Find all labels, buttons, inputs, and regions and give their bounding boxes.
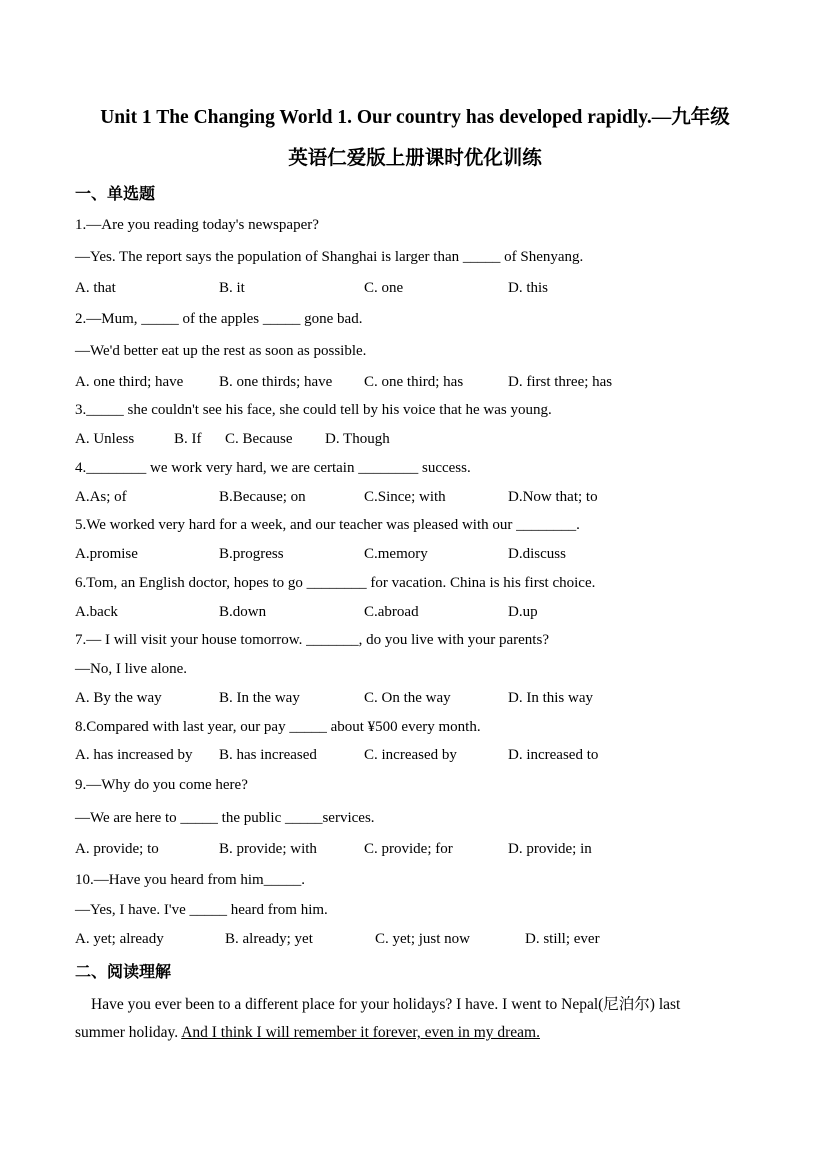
question-2-option-d: D. first three; has xyxy=(508,374,613,390)
question-4-stem: 4.________ we work very hard, we are certain ________ success. xyxy=(75,460,471,476)
reading-passage-line1: Have you ever been to a different place for your holidays? I have. I went to Nepal(尼泊尔) last xyxy=(91,996,681,1013)
question-7-option-d: D. In this way xyxy=(508,690,593,706)
question-7-option-c: C. On the way xyxy=(364,690,451,706)
question-5-stem: 5.We worked very hard for a week, and our teacher was pleased with our ________. xyxy=(75,517,580,533)
question-9-option-c: C. provide; for xyxy=(364,841,453,857)
question-8-option-c: C. increased by xyxy=(364,747,457,763)
reading-passage-line2 xyxy=(75,1024,755,1042)
question-8-option-d: D. increased to xyxy=(508,747,599,763)
question-6-option-c: C.abroad xyxy=(364,604,419,620)
question-7-stem-reply: —No, I live alone. xyxy=(75,661,188,677)
question-9-option-b: B. provide; with xyxy=(219,841,317,857)
question-1-stem: 1.—Are you reading today's newspaper? xyxy=(75,217,319,233)
section-heading-reading: 二、阅读理解 xyxy=(75,964,172,981)
question-7-option-a: A. By the way xyxy=(75,690,162,706)
question-5-option-c: C.memory xyxy=(364,546,428,562)
question-4-option-c: C.Since; with xyxy=(364,489,446,505)
question-10-stem-reply: —Yes, I have. I've _____ heard from him. xyxy=(75,902,328,918)
question-1-option-a: A. that xyxy=(75,280,116,296)
question-10-option-d: D. still; ever xyxy=(525,931,600,947)
question-1-option-c: C. one xyxy=(364,280,404,296)
question-2-option-c: C. one third; has xyxy=(364,374,464,390)
question-9-stem-reply: —We are here to _____ the public _____services. xyxy=(75,810,375,826)
question-9-stem: 9.—Why do you come here? xyxy=(75,777,248,793)
question-3-option-c: C. Because xyxy=(225,431,293,447)
question-2-option-b: B. one thirds; have xyxy=(219,374,333,390)
document-title-line2: 英语仁爱版上册课时优化训练 xyxy=(288,148,542,169)
section-heading-single-choice: 一、单选题 xyxy=(75,186,156,203)
question-7-option-b: B. In the way xyxy=(219,690,300,706)
question-6-option-d: D.up xyxy=(508,604,538,620)
question-7-stem: 7.— I will visit your house tomorrow. _______, do you live with your parents? xyxy=(75,632,549,648)
question-2-option-a: A. one third; have xyxy=(75,374,184,390)
question-1-option-d: D. this xyxy=(508,280,549,296)
question-8-stem: 8.Compared with last year, our pay _____ about ¥500 every month. xyxy=(75,719,481,735)
question-5-option-d: D.discuss xyxy=(508,546,566,562)
question-1-stem-reply: —Yes. The report says the population of Shanghai is larger than _____ of Shenyang. xyxy=(75,249,584,265)
question-4-option-a: A.As; of xyxy=(75,489,127,505)
document-title-line1: Unit 1 The Changing World 1. Our country has developed rapidly.—九年级 xyxy=(100,107,730,128)
question-10-stem: 10.—Have you heard from him_____. xyxy=(75,872,305,888)
question-3-option-d: D. Though xyxy=(325,431,390,447)
question-9-option-d: D. provide; in xyxy=(508,841,592,857)
question-3-option-b: B. If xyxy=(174,431,202,447)
reading-passage-text: summer holiday. xyxy=(75,1024,182,1041)
question-6-option-a: A.back xyxy=(75,604,118,620)
question-5-option-b: B.progress xyxy=(219,546,284,562)
question-6-stem: 6.Tom, an English doctor, hopes to go ________ for vacation. China is his first choice. xyxy=(75,575,596,591)
question-2-stem-reply: —We'd better eat up the rest as soon as possible. xyxy=(75,343,367,359)
question-3-stem: 3._____ she couldn't see his face, she could tell by his voice that he was young. xyxy=(75,402,552,418)
question-9-option-a: A. provide; to xyxy=(75,841,159,857)
question-4-option-d: D.Now that; to xyxy=(508,489,598,505)
question-10-option-c: C. yet; just now xyxy=(375,931,471,947)
question-3-option-a: A. Unless xyxy=(75,431,135,447)
question-10-option-a: A. yet; already xyxy=(75,931,164,947)
question-6-option-b: B.down xyxy=(219,604,267,620)
question-4-option-b: B.Because; on xyxy=(219,489,306,505)
question-2-stem: 2.—Mum, _____ of the apples _____ gone bad. xyxy=(75,311,363,327)
question-8-option-b: B. has increased xyxy=(219,747,317,763)
question-8-option-a: A. has increased by xyxy=(75,747,193,763)
question-1-option-b: B. it xyxy=(219,280,245,296)
question-10-option-b: B. already; yet xyxy=(225,931,313,947)
question-5-option-a: A.promise xyxy=(75,546,138,562)
reading-passage-underlined-sentence: And I think I will remember it forever, even in my dream. xyxy=(181,1024,540,1041)
